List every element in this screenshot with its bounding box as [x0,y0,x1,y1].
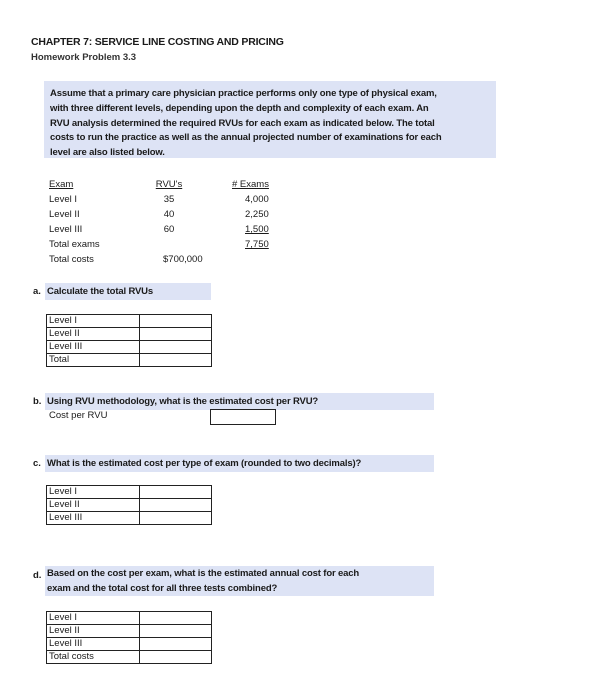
question-c-answer-table [46,485,212,525]
question-d-text [45,566,434,596]
question-d-line: exam and the total cost for all three tests combined? [45,581,434,596]
answer-cell[interactable] [140,625,212,638]
intro-line: RVU analysis determined the required RVUs for each exam as indicated below. The total [50,117,435,129]
problem-subtitle: Homework Problem 3.3 [31,52,137,63]
row-label: Level I [47,486,140,499]
question-c-text: What is the estimated cost per type of exam (rounded to two decimals)? [45,455,434,472]
total-costs-value: $700,000 [163,254,203,265]
row-label: Level II [47,499,140,512]
table-row [47,354,212,367]
exam-row-count: 1,500 [245,224,269,235]
answer-cell[interactable] [140,486,212,499]
question-a-answer-table [46,314,212,367]
intro-line: level are also listed below. [50,147,165,159]
question-b-text: Using RVU methodology, what is the estimated cost per RVU? [45,393,434,410]
total-costs-label: Total costs [49,254,94,265]
question-d-line: Based on the cost per exam, what is the estimated annual cost for each [45,566,434,581]
table-row [47,638,212,651]
intro-line: with three different levels, depending upon the depth and complexity of each exam. An [50,102,429,114]
table-row [47,625,212,638]
exam-row-rvu: 35 [163,194,175,205]
answer-cell[interactable] [140,499,212,512]
row-label: Level III [47,638,140,651]
table-row [47,315,212,328]
row-label: Level II [47,625,140,638]
cost-per-rvu-label: Cost per RVU [49,410,108,421]
answer-cell[interactable] [140,328,212,341]
row-label: Total costs [47,651,140,664]
row-label: Level I [47,315,140,328]
table-row [47,486,212,499]
question-a-letter: a. [33,286,41,297]
table-row [47,499,212,512]
exam-row-label: Level I [49,194,77,205]
answer-cell[interactable] [140,512,212,525]
table-row [47,341,212,354]
total-exams-label: Total exams [49,239,100,250]
question-c-letter: c. [33,458,41,469]
answer-cell[interactable] [140,341,212,354]
table-row [47,651,212,664]
exam-row-rvu: 40 [163,209,175,220]
rvu-column-header: RVU's [155,179,183,190]
row-label: Level II [47,328,140,341]
exam-row-label: Level II [49,209,80,220]
answer-cell[interactable] [140,354,212,367]
exam-row-rvu: 60 [163,224,175,235]
row-label: Level III [47,341,140,354]
intro-line: Assume that a primary care physician practice performs only one type of physical exam, [50,88,437,99]
question-d-answer-table [46,611,212,664]
total-exams-value: 7,750 [245,239,269,250]
answer-cell[interactable] [140,612,212,625]
question-a-text: Calculate the total RVUs [45,283,211,300]
exams-column-header: # Exams [232,179,269,190]
answer-cell[interactable] [140,638,212,651]
exam-row-label: Level III [49,224,83,235]
cost-per-rvu-answer[interactable] [210,409,276,425]
row-label: Total [47,354,140,367]
table-row [47,612,212,625]
row-label: Level III [47,512,140,525]
answer-cell[interactable] [140,315,212,328]
chapter-title: CHAPTER 7: SERVICE LINE COSTING AND PRICING [31,36,284,48]
answer-cell[interactable] [140,651,212,664]
exam-row-count: 2,250 [245,209,269,220]
intro-paragraph [44,81,496,158]
intro-line: costs to run the practice as well as the annual projected number of examinations for each [50,132,442,144]
question-b-letter: b. [33,396,42,407]
table-row [47,512,212,525]
exam-column-header: Exam [49,179,74,190]
table-row [47,328,212,341]
question-d-letter: d. [33,570,42,581]
exam-row-count: 4,000 [245,194,269,205]
row-label: Level I [47,612,140,625]
